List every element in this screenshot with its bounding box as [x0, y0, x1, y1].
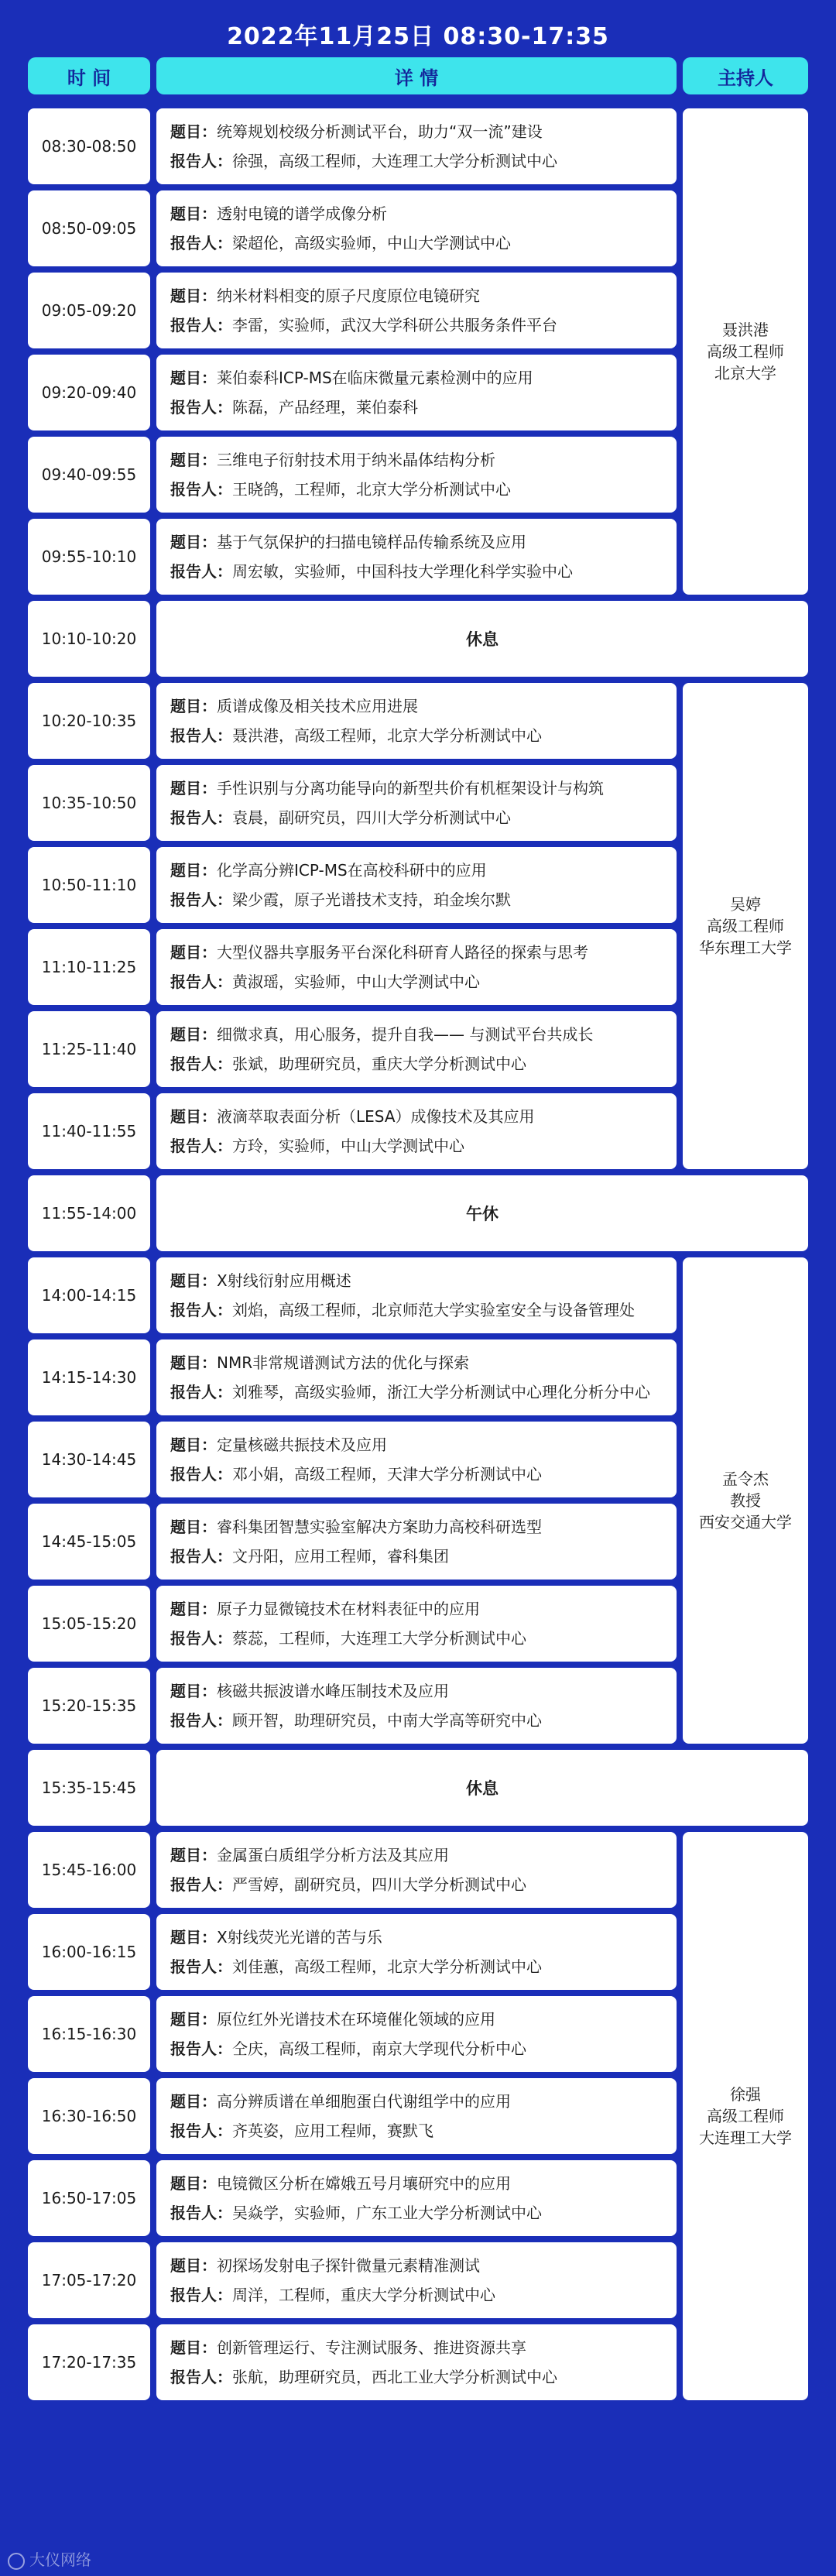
topic-label: 题目： [170, 1271, 217, 1290]
topic-text: 高分辨质谱在单细胞蛋白代谢组学中的应用 [217, 2092, 511, 2111]
topic-row [170, 773, 663, 803]
host-name: 聂洪港 [722, 321, 769, 339]
topic-text: X射线荧光光谱的苦与乐 [217, 1928, 382, 1947]
topic-text: 手性识别与分离功能导向的新型共价有机框架设计与构筑 [217, 779, 604, 797]
speaker-label: 报告人： [170, 808, 232, 827]
host-cell [683, 108, 808, 595]
topic-text: 核磁共振波谱水峰压制技术及应用 [217, 1682, 449, 1700]
speaker-row [170, 475, 663, 504]
topic-label: 题目： [170, 1025, 217, 1044]
speaker-row [170, 803, 663, 832]
speaker-text: 齐英姿，应用工程师，赛默飞 [232, 2122, 433, 2140]
detail-cell [156, 519, 677, 595]
speaker-text: 聂洪港，高级工程师，北京大学分析测试中心 [232, 726, 542, 745]
detail-cell [156, 847, 677, 923]
detail-cell [156, 273, 677, 348]
header-detail: 详 情 [156, 57, 677, 94]
speaker-label: 报告人： [170, 562, 232, 581]
topic-label: 题目： [170, 2092, 217, 2111]
topic-row [170, 2087, 663, 2116]
topic-row [170, 1266, 663, 1295]
topic-label: 题目： [170, 2010, 217, 2029]
detail-cell [156, 1914, 677, 1990]
speaker-label: 报告人： [170, 1055, 232, 1073]
speaker-text: 李雷，实验师，武汉大学科研公共服务条件平台 [232, 316, 557, 334]
time-cell: 15:20-15:35 [28, 1668, 150, 1744]
speaker-row [170, 2198, 663, 2228]
speaker-text: 顾开智，助理研究员，中南大学高等研究中心 [232, 1711, 542, 1730]
detail-cell [156, 1339, 677, 1415]
speaker-label: 报告人： [170, 2039, 232, 2058]
topic-text: 统筹规划校级分析测试平台，助力“双一流”建设 [217, 122, 543, 141]
topic-row [170, 938, 663, 967]
speaker-label: 报告人： [170, 1465, 232, 1484]
header-time: 时 间 [28, 57, 150, 94]
detail-cell [156, 355, 677, 430]
speaker-row [170, 2280, 663, 2310]
detail-cell [156, 2242, 677, 2318]
topic-row [170, 691, 663, 721]
detail-cell [156, 1011, 677, 1087]
time-cell: 11:25-11:40 [28, 1011, 150, 1087]
topic-row [170, 1676, 663, 1706]
detail-cell [156, 190, 677, 266]
speaker-text: 邓小娟，高级工程师，天津大学分析测试中心 [232, 1465, 542, 1484]
header-host: 主持人 [683, 57, 808, 94]
speaker-text: 周洋，工程师，重庆大学分析测试中心 [232, 2286, 495, 2304]
host-cell [683, 683, 808, 1169]
time-cell: 17:20-17:35 [28, 2324, 150, 2400]
topic-text: 原子力显微镜技术在材料表征中的应用 [217, 1600, 480, 1618]
break-cell: 休息 [156, 1750, 808, 1826]
speaker-text: 严雪婷，副研究员，四川大学分析测试中心 [232, 1875, 526, 1894]
speaker-row [170, 1952, 663, 1981]
speaker-row [170, 146, 663, 176]
topic-label: 题目： [170, 2338, 217, 2357]
speaker-row [170, 885, 663, 914]
speaker-row [170, 2116, 663, 2146]
speaker-text: 刘雅琴，高级实验师，浙江大学分析测试中心理化分析分中心 [232, 1383, 650, 1401]
time-cell: 11:10-11:25 [28, 929, 150, 1005]
speaker-label: 报告人： [170, 972, 232, 991]
speaker-label: 报告人： [170, 234, 232, 252]
topic-label: 题目： [170, 369, 217, 387]
topic-row [170, 363, 663, 393]
topic-row [170, 199, 663, 228]
topic-label: 题目： [170, 204, 217, 223]
topic-row [170, 2333, 663, 2362]
topic-row [170, 1348, 663, 1377]
host-org: 北京大学 [714, 364, 776, 382]
topic-text: 初探场发射电子探针微量元素精准测试 [217, 2256, 480, 2275]
detail-cell [156, 1422, 677, 1497]
topic-row [170, 117, 663, 146]
detail-cell [156, 929, 677, 1005]
speaker-text: 王晓鸽，工程师，北京大学分析测试中心 [232, 480, 511, 499]
topic-label: 题目： [170, 1435, 217, 1454]
topic-label: 题目： [170, 1682, 217, 1700]
topic-label: 题目： [170, 1600, 217, 1618]
speaker-row [170, 1870, 663, 1899]
speaker-label: 报告人： [170, 398, 232, 417]
time-cell: 08:30-08:50 [28, 108, 150, 184]
detail-cell [156, 2078, 677, 2154]
topic-text: 三维电子衍射技术用于纳米晶体结构分析 [217, 451, 495, 469]
time-cell: 09:55-10:10 [28, 519, 150, 595]
speaker-row [170, 557, 663, 586]
detail-cell [156, 1996, 677, 2072]
time-cell: 16:00-16:15 [28, 1914, 150, 1990]
watermark: 大仪网络 [8, 2547, 91, 2570]
host-org: 华东理工大学 [699, 938, 792, 957]
speaker-row [170, 1624, 663, 1653]
speaker-text: 方玲，实验师，中山大学测试中心 [232, 1137, 464, 1155]
time-cell: 17:05-17:20 [28, 2242, 150, 2318]
speaker-text: 梁超伦，高级实验师，中山大学测试中心 [232, 234, 511, 252]
speaker-row [170, 1131, 663, 1161]
speaker-label: 报告人： [170, 1547, 232, 1566]
speaker-label: 报告人： [170, 2122, 232, 2140]
topic-text: 大型仪器共享服务平台深化科研育人路径的探索与思考 [217, 943, 588, 962]
host-cell [683, 1257, 808, 1744]
speaker-label: 报告人： [170, 1957, 232, 1976]
time-cell: 09:20-09:40 [28, 355, 150, 430]
detail-cell [156, 437, 677, 513]
speaker-label: 报告人： [170, 2286, 232, 2304]
time-cell: 14:00-14:15 [28, 1257, 150, 1333]
speaker-label: 报告人： [170, 726, 232, 745]
topic-text: 基于气氛保护的扫描电镜样品传输系统及应用 [217, 533, 526, 551]
speaker-label: 报告人： [170, 1383, 232, 1401]
topic-text: 质谱成像及相关技术应用进展 [217, 697, 418, 715]
speaker-text: 徐强，高级工程师，大连理工大学分析测试中心 [232, 152, 557, 170]
topic-label: 题目： [170, 861, 217, 880]
topic-label: 题目： [170, 451, 217, 469]
time-cell: 10:10-10:20 [28, 601, 150, 677]
time-cell: 16:15-16:30 [28, 1996, 150, 2072]
speaker-row [170, 2362, 663, 2392]
detail-cell [156, 765, 677, 841]
speaker-row [170, 1049, 663, 1079]
speaker-text: 刘佳蕙，高级工程师，北京大学分析测试中心 [232, 1957, 542, 1976]
topic-row [170, 1430, 663, 1460]
watermark-logo-icon [8, 2553, 25, 2570]
time-cell: 10:35-10:50 [28, 765, 150, 841]
topic-label: 题目： [170, 1518, 217, 1536]
detail-cell [156, 1257, 677, 1333]
topic-row [170, 445, 663, 475]
speaker-text: 吴焱学，实验师，广东工业大学分析测试中心 [232, 2204, 542, 2222]
detail-cell [156, 683, 677, 759]
detail-cell [156, 1586, 677, 1662]
topic-text: 睿科集团智慧实验室解决方案助力高校科研选型 [217, 1518, 542, 1536]
topic-text: X射线衍射应用概述 [217, 1271, 351, 1290]
speaker-label: 报告人： [170, 1137, 232, 1155]
topic-label: 题目： [170, 122, 217, 141]
speaker-row [170, 1295, 663, 1325]
speaker-label: 报告人： [170, 1711, 232, 1730]
speaker-row [170, 1377, 663, 1407]
topic-row [170, 856, 663, 885]
topic-row [170, 2169, 663, 2198]
time-cell: 08:50-09:05 [28, 190, 150, 266]
speaker-text: 刘焰，高级工程师，北京师范大学实验室安全与设备管理处 [232, 1301, 635, 1319]
speaker-text: 仝庆，高级工程师，南京大学现代分析中心 [232, 2039, 526, 2058]
topic-text: 定量核磁共振技术及应用 [217, 1435, 387, 1454]
time-cell: 15:45-16:00 [28, 1832, 150, 1908]
topic-label: 题目： [170, 286, 217, 305]
topic-row [170, 1840, 663, 1870]
topic-label: 题目： [170, 2256, 217, 2275]
break-cell: 午休 [156, 1175, 808, 1251]
topic-text: 液滴萃取表面分析（LESA）成像技术及其应用 [217, 1107, 535, 1126]
speaker-row [170, 721, 663, 750]
speaker-text: 袁晨，副研究员，四川大学分析测试中心 [232, 808, 511, 827]
detail-cell [156, 2324, 677, 2400]
topic-text: 原位红外光谱技术在环境催化领域的应用 [217, 2010, 495, 2029]
speaker-row [170, 967, 663, 996]
topic-row [170, 2251, 663, 2280]
speaker-row [170, 1706, 663, 1735]
host-title: 高级工程师 [707, 917, 784, 935]
topic-text: 金属蛋白质组学分析方法及其应用 [217, 1846, 449, 1864]
host-name: 徐强 [730, 2085, 761, 2104]
time-cell: 11:40-11:55 [28, 1093, 150, 1169]
detail-cell [156, 1093, 677, 1169]
speaker-text: 蔡蕊，工程师，大连理工大学分析测试中心 [232, 1629, 526, 1648]
speaker-text: 张斌，助理研究员，重庆大学分析测试中心 [232, 1055, 526, 1073]
speaker-text: 陈磊，产品经理，莱伯泰科 [232, 398, 418, 417]
topic-label: 题目： [170, 1928, 217, 1947]
time-cell: 09:05-09:20 [28, 273, 150, 348]
detail-cell [156, 108, 677, 184]
host-org: 大连理工大学 [699, 2128, 792, 2147]
speaker-row [170, 1460, 663, 1489]
topic-label: 题目： [170, 779, 217, 797]
time-cell: 10:20-10:35 [28, 683, 150, 759]
speaker-row [170, 228, 663, 258]
topic-label: 题目： [170, 1846, 217, 1864]
topic-text: 莱伯泰科ICP-MS在临床微量元素检测中的应用 [217, 369, 533, 387]
topic-label: 题目： [170, 697, 217, 715]
detail-cell [156, 1504, 677, 1580]
speaker-label: 报告人： [170, 2204, 232, 2222]
time-cell: 14:15-14:30 [28, 1339, 150, 1415]
host-name: 吴婷 [730, 895, 761, 914]
speaker-text: 张航，助理研究员，西北工业大学分析测试中心 [232, 2368, 557, 2386]
speaker-text: 周宏敏，实验师，中国科技大学理化科学实验中心 [232, 562, 573, 581]
speaker-label: 报告人： [170, 2368, 232, 2386]
speaker-text: 文丹阳，应用工程师，睿科集团 [232, 1547, 449, 1566]
topic-text: 创新管理运行、专注测试服务、推进资源共享 [217, 2338, 526, 2357]
topic-label: 题目： [170, 2174, 217, 2193]
host-org: 西安交通大学 [699, 1513, 792, 1532]
page-title: 2022年11月25日 08:30-17:35 [227, 23, 609, 50]
detail-cell [156, 2160, 677, 2236]
speaker-row [170, 310, 663, 340]
speaker-label: 报告人： [170, 316, 232, 334]
topic-row [170, 1923, 663, 1952]
topic-label: 题目： [170, 943, 217, 962]
time-cell: 10:50-11:10 [28, 847, 150, 923]
host-title: 高级工程师 [707, 2107, 784, 2125]
topic-row [170, 1512, 663, 1542]
topic-row [170, 1594, 663, 1624]
speaker-text: 黄淑瑶，实验师，中山大学测试中心 [232, 972, 480, 991]
speaker-label: 报告人： [170, 1301, 232, 1319]
speaker-row [170, 2034, 663, 2063]
topic-label: 题目： [170, 533, 217, 551]
topic-text: 透射电镜的谱学成像分析 [217, 204, 387, 223]
host-title: 高级工程师 [707, 342, 784, 361]
speaker-label: 报告人： [170, 1875, 232, 1894]
topic-text: 纳米材料相变的原子尺度原位电镜研究 [217, 286, 480, 305]
detail-cell [156, 1668, 677, 1744]
host-title: 教授 [730, 1491, 761, 1510]
host-name: 孟令杰 [722, 1470, 769, 1488]
time-cell: 16:50-17:05 [28, 2160, 150, 2236]
speaker-label: 报告人： [170, 890, 232, 909]
time-cell: 15:35-15:45 [28, 1750, 150, 1826]
time-cell: 14:30-14:45 [28, 1422, 150, 1497]
topic-text: 化学高分辨ICP-MS在高校科研中的应用 [217, 861, 487, 880]
topic-label: 题目： [170, 1107, 217, 1126]
speaker-text: 梁少霞，原子光谱技术支持，珀金埃尔默 [232, 890, 511, 909]
speaker-label: 报告人： [170, 152, 232, 170]
topic-text: NMR非常规谱测试方法的优化与探索 [217, 1353, 470, 1372]
time-cell: 09:40-09:55 [28, 437, 150, 513]
host-cell [683, 1832, 808, 2400]
speaker-label: 报告人： [170, 480, 232, 499]
topic-row [170, 281, 663, 310]
time-cell: 16:30-16:50 [28, 2078, 150, 2154]
topic-row [170, 2005, 663, 2034]
time-cell: 11:55-14:00 [28, 1175, 150, 1251]
speaker-row [170, 1542, 663, 1571]
topic-row [170, 1020, 663, 1049]
speaker-row [170, 393, 663, 422]
break-cell: 休息 [156, 601, 808, 677]
topic-label: 题目： [170, 1353, 217, 1372]
topic-row [170, 1102, 663, 1131]
speaker-label: 报告人： [170, 1629, 232, 1648]
topic-text: 电镜微区分析在嫦娥五号月壤研究中的应用 [217, 2174, 511, 2193]
topic-row [170, 527, 663, 557]
time-cell: 15:05-15:20 [28, 1586, 150, 1662]
detail-cell [156, 1832, 677, 1908]
topic-text: 细微求真，用心服务，提升自我—— 与测试平台共成长 [217, 1025, 594, 1044]
time-cell: 14:45-15:05 [28, 1504, 150, 1580]
